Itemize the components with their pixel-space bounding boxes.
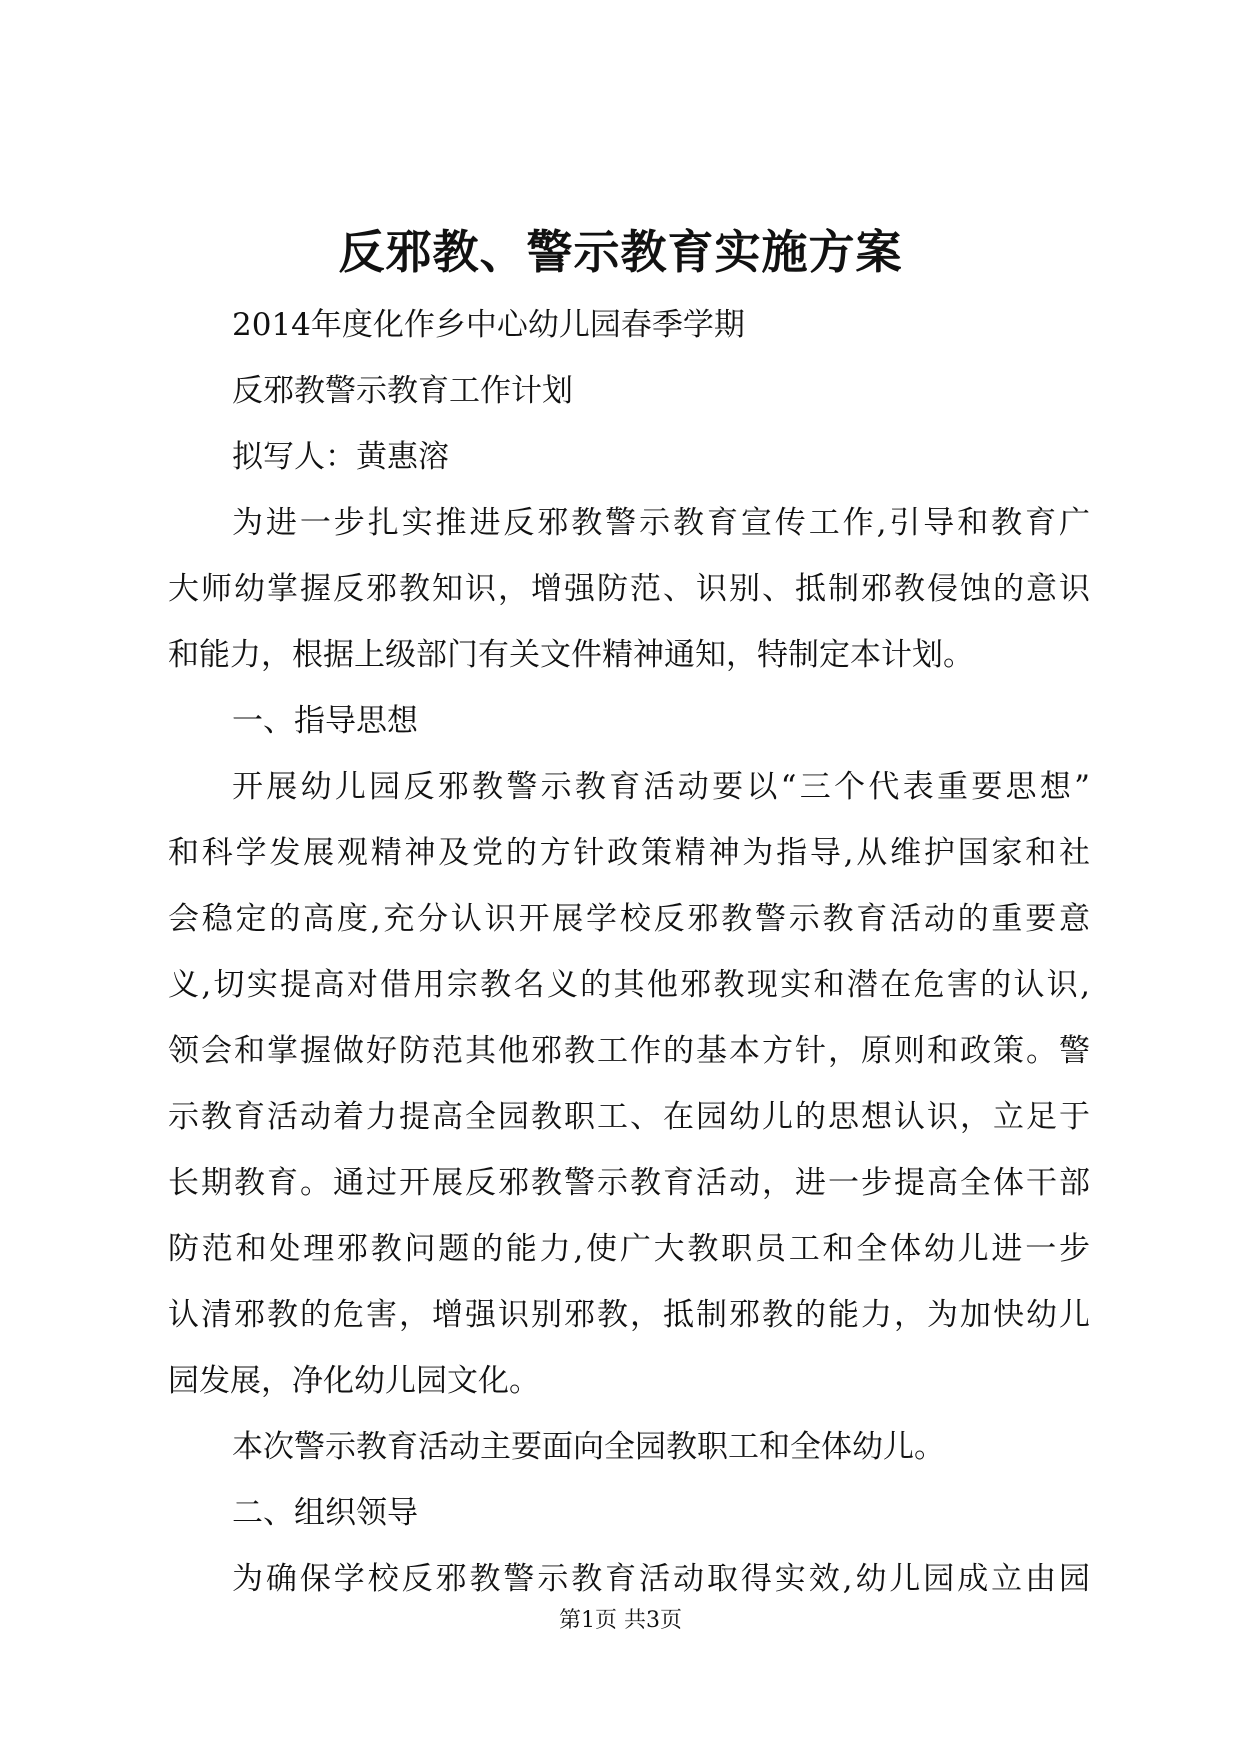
subtitle-line-plan: 反邪教警示教育工作计划 (232, 373, 573, 409)
page-number-footer: 第1页 共3页 (559, 1608, 682, 1633)
paragraph-line: 为进一步扎实推进反邪教警示教育宣传工作,引导和教育广 (232, 505, 1090, 541)
paragraph-line: 为确保学校反邪教警示教育活动取得实效,幼儿园成立由园 (232, 1561, 1090, 1597)
author-line: 拟写人：黄惠溶 (232, 439, 449, 475)
paragraph-line: 领会和掌握做好防范其他邪教工作的基本方针，原则和政策。警 (168, 1033, 1090, 1069)
paragraph-line: 本次警示教育活动主要面向全园教职工和全体幼儿。 (232, 1429, 945, 1465)
paragraph-line: 和能力，根据上级部门有关文件精神通知，特制定本计划。 (168, 637, 974, 673)
paragraph-line: 和科学发展观精神及党的方针政策精神为指导,从维护国家和社 (168, 835, 1090, 871)
paragraph-line: 园发展，净化幼儿园文化。 (168, 1363, 540, 1399)
paragraph-line: 开展幼儿园反邪教警示教育活动要以“三个代表重要思想” (232, 769, 1090, 805)
paragraph-line: 示教育活动着力提高全园教职工、在园幼儿的思想认识，立足于 (168, 1099, 1090, 1135)
subtitle-line-year: 2014年度化作乡中心幼儿园春季学期 (232, 307, 745, 343)
paragraph-line: 防范和处理邪教问题的能力,使广大教职员工和全体幼儿进一步 (168, 1231, 1090, 1267)
paragraph-line: 会稳定的高度,充分认识开展学校反邪教警示教育活动的重要意 (168, 901, 1090, 937)
document-body (168, 292, 1090, 1612)
section-heading-guiding-thought: 一、指导思想 (232, 703, 418, 739)
paragraph-line: 义,切实提高对借用宗教名义的其他邪教现实和潜在危害的认识, (168, 967, 1090, 1003)
paragraph-line: 认清邪教的危害，增强识别邪教，抵制邪教的能力，为加快幼儿 (168, 1297, 1090, 1333)
paragraph-line: 长期教育。通过开展反邪教警示教育活动，进一步提高全体干部 (168, 1165, 1090, 1201)
section-heading-organization: 二、组织领导 (232, 1495, 418, 1531)
document-title: 反邪教、警示教育实施方案 (338, 225, 903, 279)
paragraph-line: 大师幼掌握反邪教知识，增强防范、识别、抵制邪教侵蚀的意识 (168, 571, 1090, 607)
